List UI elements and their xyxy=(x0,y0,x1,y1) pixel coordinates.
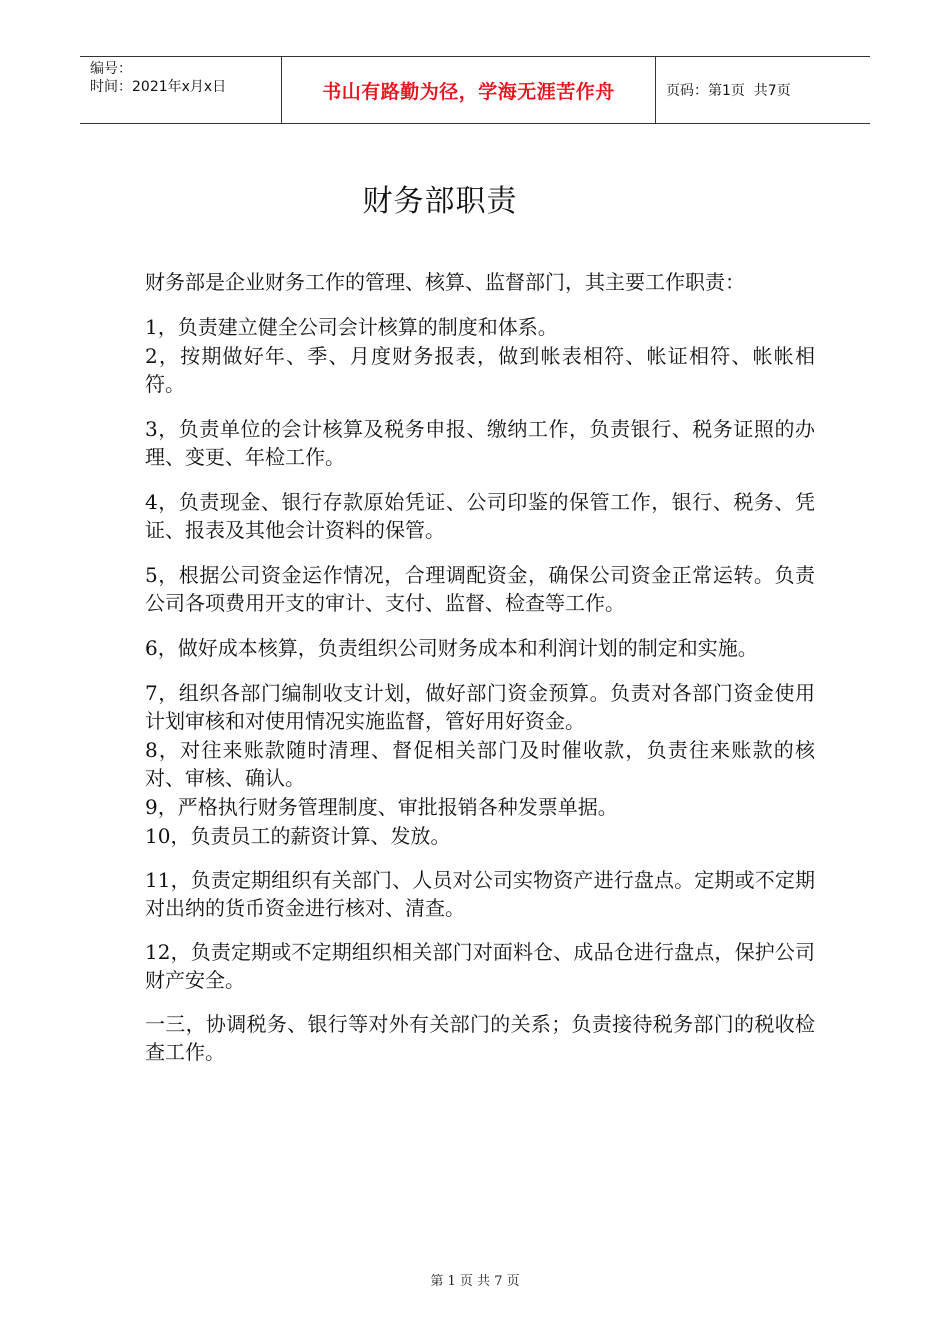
header-page-info: 页码：第1页 共7页 xyxy=(666,83,791,99)
duty-item-10: 10，负责员工的薪资计算、发放。 xyxy=(145,824,451,848)
document-time-label: 时间：2021年x月x日 xyxy=(90,79,227,95)
duty-item-13: 一三，协调税务、银行等对外有关部门的关系；负责接待税务部门的税收检查工作。 xyxy=(145,1012,815,1064)
page-footer xyxy=(0,1270,950,1289)
document-number-label: 编号： xyxy=(90,61,132,77)
header-motto: 书山有路勤为径，学海无涯苦作舟 xyxy=(282,57,656,123)
header-meta-cell xyxy=(80,57,282,123)
duty-item-3: 3，负责单位的会计核算及税务申报、缴纳工作，负责银行、税务证照的办理、变更、年检工作。 xyxy=(145,417,815,469)
header-page-info-cell xyxy=(656,57,870,123)
duty-item-9: 9，严格执行财务管理制度、审批报销各种发票单据。 xyxy=(145,795,618,819)
header-table xyxy=(80,56,870,124)
duty-item-5: 5，根据公司资金运作情况，合理调配资金，确保公司资金正常运转。负责公司各项费用开支的审计、支付、监督、检查等工作。 xyxy=(145,563,815,615)
duty-item-4: 4，负责现金、银行存款原始凭证、公司印鉴的保管工作，银行、税务、凭证、报表及其他会计资料的保管。 xyxy=(145,490,815,542)
duty-item-12: 12，负责定期或不定期组织相关部门对面料仓、成品仓进行盘点，保护公司财产安全。 xyxy=(145,940,815,992)
document-title: 财务部职责 xyxy=(362,184,518,220)
duty-item-1: 1，负责建立健全公司会计核算的制度和体系。 xyxy=(145,315,558,339)
duty-item-2: 2，按期做好年、季、月度财务报表，做到帐表相符、帐证相符、帐帐相符。 xyxy=(145,344,815,396)
intro-paragraph: 财务部是企业财务工作的管理、核算、监督部门，其主要工作职责： xyxy=(145,270,745,294)
footer-page-number: 第 1 页 共 7 页 xyxy=(430,1274,520,1289)
duty-item-11: 11，负责定期组织有关部门、人员对公司实物资产进行盘点。定期或不定期对出纳的货币资金进行核对、清查。 xyxy=(145,868,815,920)
duty-item-8: 8，对往来账款随时清理、督促相关部门及时催收款，负责往来账款的核对、审核、确认。 xyxy=(145,738,815,790)
duty-item-7: 7，组织各部门编制收支计划，做好部门资金预算。负责对各部门资金使用计划审核和对使用情况实施监督，管好用好资金。 xyxy=(145,681,815,733)
duty-item-6: 6，做好成本核算，负责组织公司财务成本和利润计划的制定和实施。 xyxy=(145,636,758,660)
document-body xyxy=(145,268,815,1066)
